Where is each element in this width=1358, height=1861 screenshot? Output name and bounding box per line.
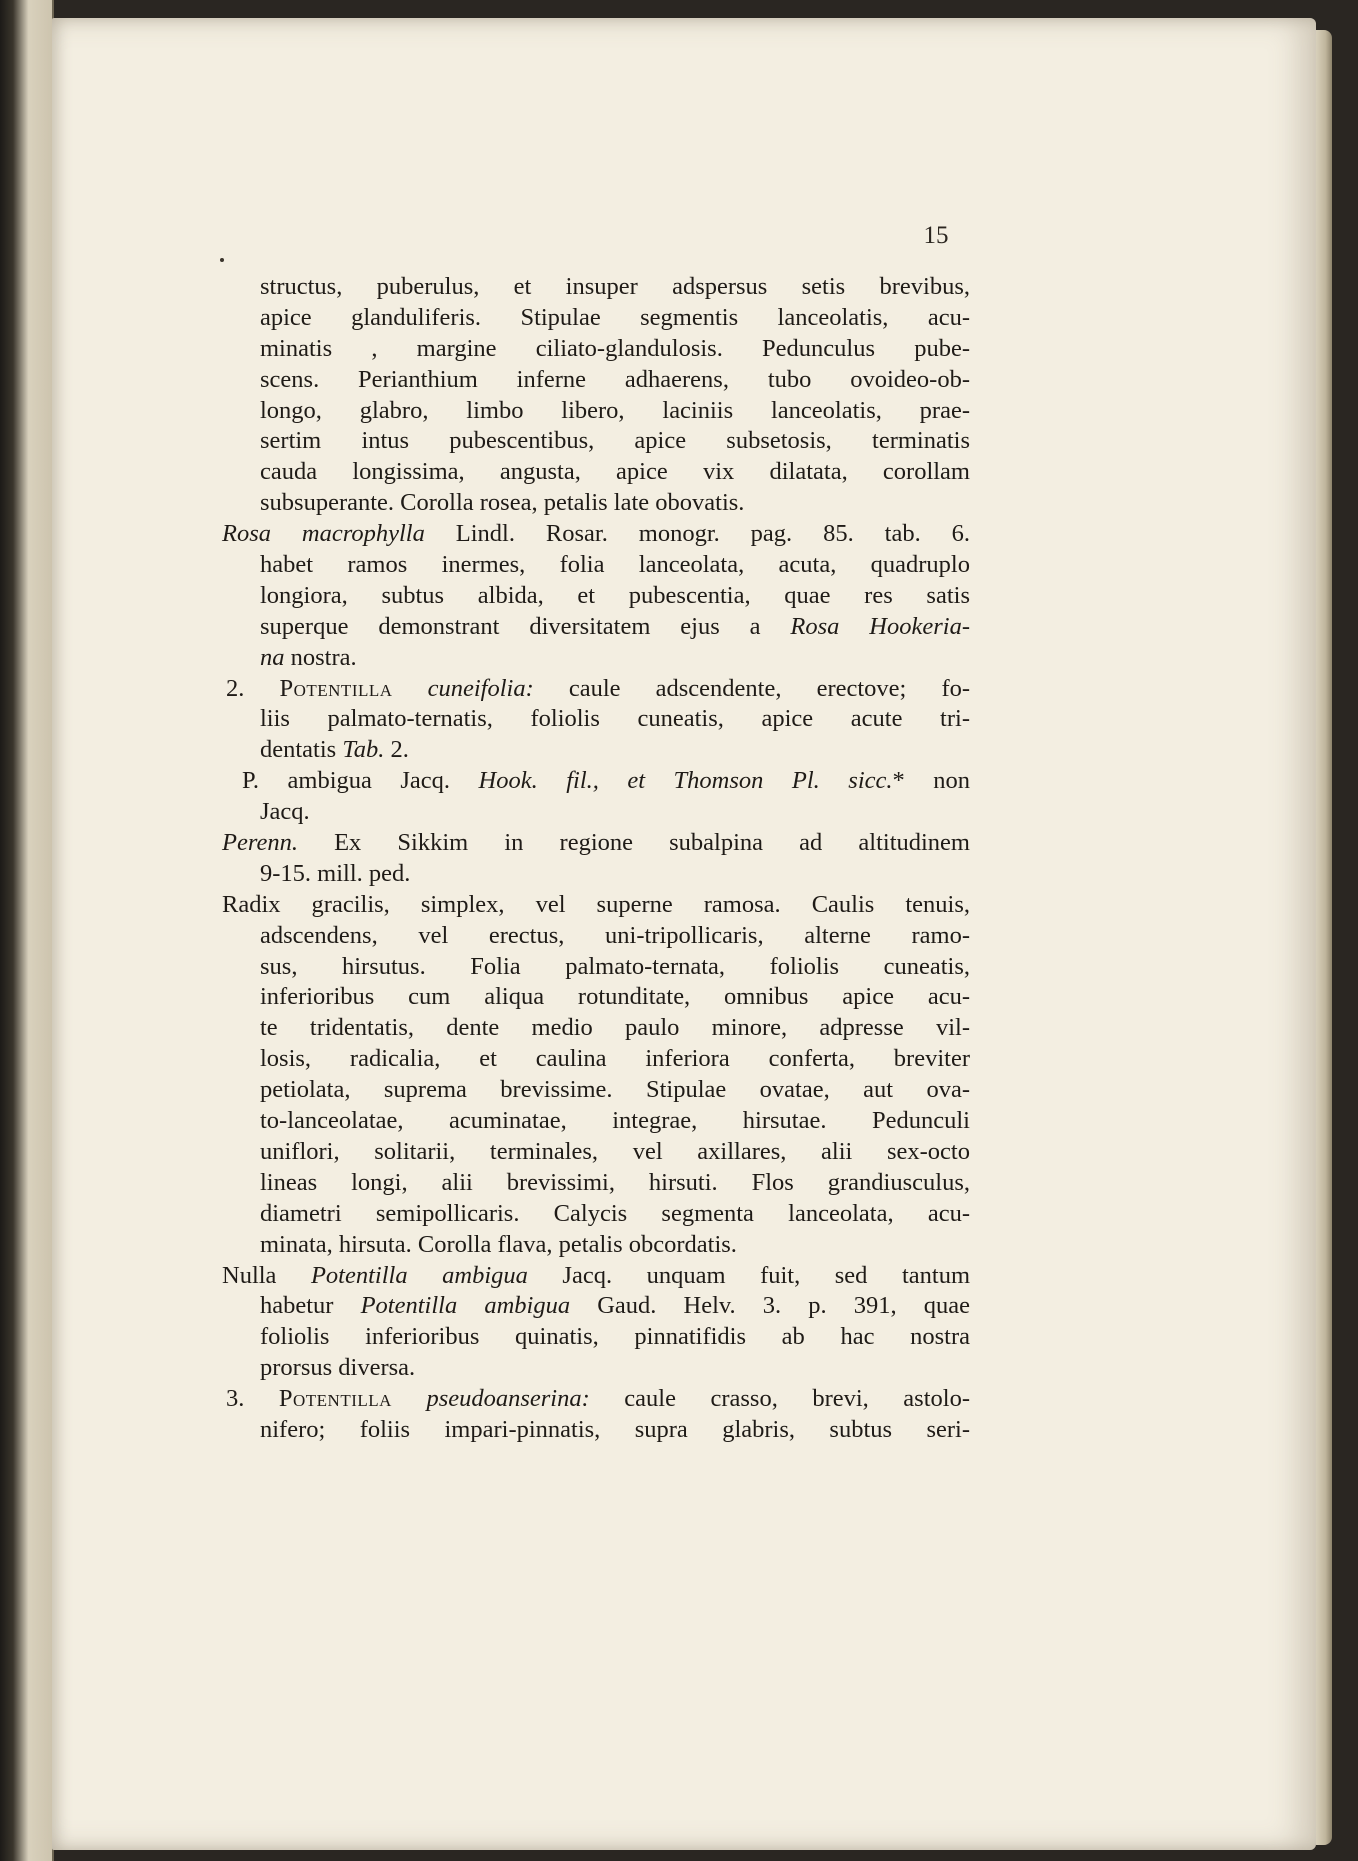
species-heading-3 xyxy=(226,1384,970,1415)
species-number: 3. xyxy=(226,1385,279,1413)
facing-page-edge xyxy=(0,0,54,1861)
text-run: habetur xyxy=(260,1292,361,1320)
text-line: minatis , margine ciliato-glandulosis. Pedunculus pube- xyxy=(260,334,970,362)
text-line: adscendens, vel erectus, uni-tripollicaris, alterne ramo- xyxy=(260,921,970,949)
text-line: subsuperante. Corolla rosea, petalis late obovatis. xyxy=(260,489,745,517)
synonym-line xyxy=(224,766,970,797)
text-line xyxy=(222,519,970,550)
species-name: Potentilla ambigua xyxy=(360,1292,571,1320)
text-line: losis, radicalia, et caulina inferiora conferta, breviter xyxy=(260,1045,970,1073)
genus-name: Potentilla xyxy=(278,1385,392,1413)
text-line: foliolis inferioribus quinatis, pinnatifidis ab hac nostra xyxy=(260,1323,970,1351)
text-line xyxy=(224,643,970,674)
text-line: diametri semipollicaris. Calycis segmenta lanceolata, acu- xyxy=(260,1199,970,1227)
ink-speck xyxy=(220,258,224,262)
text-run: Jacq. unquam fuit, sed tantum xyxy=(527,1261,970,1289)
text-line: habet ramos inermes, folia lanceolata, acuta, quadruplo xyxy=(260,551,970,579)
body-text xyxy=(224,272,970,1446)
species-heading-2 xyxy=(226,674,970,705)
text-line: sus, hirsutus. Folia palmato-ternata, foliolis cuneatis, xyxy=(260,952,970,980)
text-line: uniflori, solitarii, terminales, vel axillares, alii sex-octo xyxy=(260,1137,970,1165)
citation: Lindl. Rosar. monogr. pag. 85. tab. 6. xyxy=(424,520,970,548)
text-run: * non xyxy=(892,767,970,795)
habitat-line xyxy=(222,828,970,859)
text-line: 9-15. mill. ped. xyxy=(260,859,411,887)
note-start xyxy=(222,1261,970,1292)
text-run: dentatis xyxy=(260,736,343,764)
duration: Perenn. xyxy=(222,829,298,857)
citation: Hook. fil., et Thomson Pl. sicc. xyxy=(478,767,893,795)
text-line: apice glanduliferis. Stipulae segmentis lanceolatis, acu- xyxy=(260,303,970,331)
species-epithet: cuneifolia: xyxy=(392,674,534,702)
diagnosis: caule adscendente, erectove; fo- xyxy=(533,674,971,702)
text-run: nostra. xyxy=(284,643,357,671)
text-line: structus, puberulus, et insuper adspersus setis brevibus, xyxy=(260,273,970,300)
text-line xyxy=(224,1291,970,1322)
text-line: inferioribus cum aliqua rotunditate, omnibus apice acu- xyxy=(260,983,970,1011)
text-line: te tridentatis, dente medio paulo minore, adpresse vil- xyxy=(260,1014,970,1042)
text-run: Ex Sikkim in regione subalpina ad altitudinem xyxy=(297,829,970,857)
species-epithet: pseudoanserina: xyxy=(391,1385,590,1413)
species-name: Rosa macrophylla xyxy=(222,520,425,548)
text-line: cauda longissima, angusta, apice vix dilatata, corollam xyxy=(260,458,970,486)
text-line: minata, hirsuta. Corolla flava, petalis obcordatis. xyxy=(260,1230,737,1258)
text-line: liis palmato-ternatis, foliolis cuneatis, apice acute tri- xyxy=(260,705,970,733)
page-number: 15 xyxy=(923,222,949,249)
text-line: longiora, subtus albida, et pubescentia, quae res satis xyxy=(260,581,970,609)
species-name: Rosa Hookeria- xyxy=(790,612,970,640)
diagnosis: caule crasso, brevi, astolo- xyxy=(589,1385,970,1413)
species-name: na xyxy=(260,643,285,671)
text-line: scens. Perianthium inferne adhaerens, tubo ovoideo-ob- xyxy=(260,365,970,393)
text-line: petiolata, suprema brevissime. Stipulae ovatae, aut ova- xyxy=(260,1076,970,1104)
page-fore-edge xyxy=(1316,30,1332,1845)
text-run: Gaud. Helv. 3. p. 391, quae xyxy=(570,1292,971,1320)
text-line xyxy=(224,612,970,643)
plate-ref: Tab. xyxy=(342,736,385,764)
text-run: Nulla xyxy=(222,1261,311,1289)
text-line: prorsus diversa. xyxy=(260,1354,416,1382)
text-line: lineas longi, alii brevissimi, hirsuti. Flos grandiusculus, xyxy=(260,1168,970,1196)
text-run: P. ambigua Jacq. xyxy=(242,767,479,795)
species-number: 2. xyxy=(226,674,280,702)
text-line: to-lanceolatae, acuminatae, integrae, hirsutae. Pedunculi xyxy=(260,1107,970,1135)
description-start: Radix gracilis, simplex, vel superne ramosa. Caulis tenuis, xyxy=(222,890,970,918)
text-line: Jacq. xyxy=(260,798,310,826)
text-line: sertim intus pubescentibus, apice subsetosis, terminatis xyxy=(260,427,970,455)
text-line: nifero; foliis impari-pinnatis, supra glabris, subtus seri- xyxy=(260,1415,970,1443)
genus-name: Potentilla xyxy=(279,674,393,702)
text-line xyxy=(224,735,970,766)
text-run: superque demonstrant diversitatem ejus a xyxy=(260,612,791,640)
text-line: longo, glabro, limbo libero, laciniis lanceolatis, prae- xyxy=(260,396,970,424)
species-name: Potentilla ambigua xyxy=(310,1261,528,1289)
text-run: 2. xyxy=(384,736,409,764)
